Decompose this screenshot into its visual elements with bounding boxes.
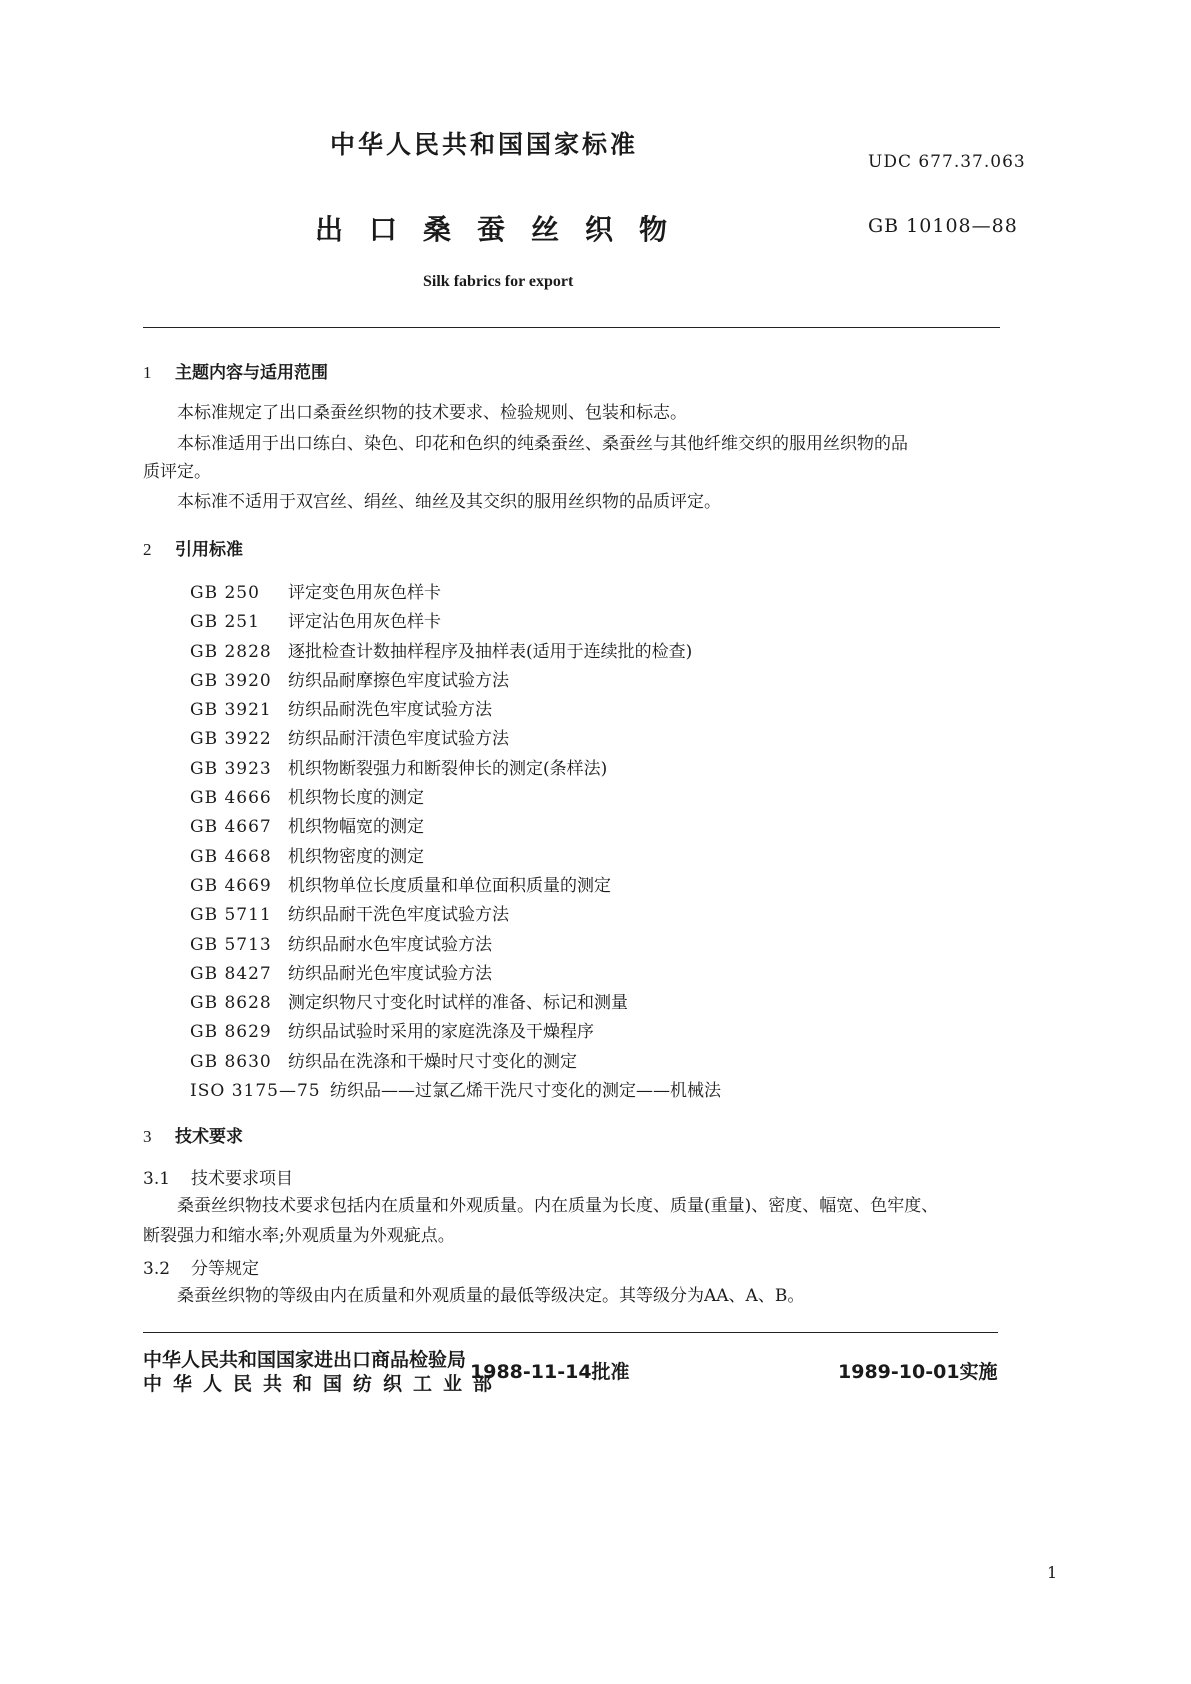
reference-item <box>190 900 509 925</box>
reference-title: 机织物长度的测定 <box>288 788 424 808</box>
reference-item <box>190 1017 594 1042</box>
reference-title: 机织物密度的测定 <box>288 847 424 867</box>
reference-title: 纺织品耐摩擦色牢度试验方法 <box>288 671 509 691</box>
reference-code: GB 2828 <box>190 642 272 662</box>
reference-code: GB 4668 <box>190 847 272 867</box>
reference-code: GB 4666 <box>190 788 272 808</box>
reference-code: GB 8629 <box>190 1022 272 1042</box>
reference-item <box>190 578 441 603</box>
reference-item <box>190 871 611 896</box>
reference-code: GB 4669 <box>190 876 272 896</box>
section-title: 主题内容与适用范围 <box>175 363 328 383</box>
reference-title: 纺织品在洗涤和干燥时尺寸变化的测定 <box>288 1052 577 1072</box>
subsection-title: 分等规定 <box>191 1259 259 1279</box>
reference-item <box>190 666 509 691</box>
reference-item <box>190 607 441 632</box>
reference-item <box>190 812 424 837</box>
section-1-paragraph-1: 本标准规定了出口桑蚕丝织物的技术要求、检验规则、包装和标志。 <box>177 403 687 423</box>
reference-item <box>190 637 692 662</box>
reference-title: 机织物幅宽的测定 <box>288 817 424 837</box>
approval-date: 1988-11-14批准 <box>470 1361 630 1383</box>
subsection-3-1-heading <box>143 1164 293 1189</box>
section-number: 3 <box>143 1127 152 1146</box>
subsection-3-2-heading <box>143 1254 259 1279</box>
reference-item <box>190 930 492 955</box>
reference-code: GB 5711 <box>190 905 272 925</box>
reference-code: GB 3922 <box>190 729 272 749</box>
reference-code: GB 250 <box>190 583 260 603</box>
reference-code: GB 5713 <box>190 935 272 955</box>
subsection-number: 3.2 <box>143 1259 171 1279</box>
reference-code: GB 8427 <box>190 964 272 984</box>
reference-title: 逐批检查计数抽样程序及抽样表(适用于连续批的检查) <box>288 642 693 662</box>
reference-code: GB 3920 <box>190 671 272 691</box>
page-number: 1 <box>1047 1563 1058 1582</box>
reference-code: ISO 3175—75 <box>190 1081 321 1101</box>
reference-code: GB 3921 <box>190 700 272 720</box>
reference-title: 机织物单位长度质量和单位面积质量的测定 <box>288 876 611 896</box>
reference-item <box>190 842 424 867</box>
section-title: 技术要求 <box>175 1127 243 1147</box>
effective-date: 1989-10-01实施 <box>838 1361 998 1383</box>
section-1-heading <box>143 358 328 383</box>
reference-title: 纺织品耐洗色牢度试验方法 <box>288 700 492 720</box>
section-title: 引用标准 <box>175 540 243 560</box>
header-rule <box>143 327 1000 328</box>
reference-title: 纺织品耐干洗色牢度试验方法 <box>288 905 509 925</box>
national-standard-heading: 中华人民共和国国家标准 <box>330 130 639 159</box>
reference-title: 纺织品耐光色牢度试验方法 <box>288 964 492 984</box>
gb-number: GB 10108—88 <box>868 215 1018 237</box>
section-1-paragraph-2: 本标准适用于出口练白、染色、印花和色织的纯桑蚕丝、桑蚕丝与其他纤维交织的服用丝织物的品 <box>177 434 908 454</box>
subsection-3-1-paragraph: 桑蚕丝织物技术要求包括内在质量和外观质量。内在质量为长度、质量(重量)、密度、幅宽、色牢度、 <box>177 1196 939 1216</box>
reference-code: GB 3923 <box>190 759 272 779</box>
subsection-number: 3.1 <box>143 1169 171 1189</box>
section-3-heading <box>143 1122 243 1147</box>
reference-title: 评定沾色用灰色样卡 <box>288 612 441 632</box>
section-1-paragraph-2-cont: 质评定。 <box>143 462 211 482</box>
section-1-paragraph-3: 本标准不适用于双宫丝、绢丝、䌷丝及其交织的服用丝织物的品质评定。 <box>177 492 721 512</box>
reference-code: GB 8628 <box>190 993 272 1013</box>
udc-code: UDC 677.37.063 <box>868 152 1026 172</box>
subsection-title: 技术要求项目 <box>191 1169 293 1189</box>
reference-item-iso <box>190 1076 721 1101</box>
reference-code: GB 4667 <box>190 817 272 837</box>
issuing-org-2: 中华人民共和国纺织工业部 <box>143 1373 504 1395</box>
reference-title: 纺织品试验时采用的家庭洗涤及干燥程序 <box>288 1022 594 1042</box>
issuing-org-1: 中华人民共和国国家进出口商品检验局 <box>143 1349 467 1371</box>
english-title: Silk fabrics for export <box>423 273 574 290</box>
footer-rule <box>143 1332 998 1333</box>
section-2-heading <box>143 535 243 560</box>
section-number: 2 <box>143 540 152 559</box>
reference-item <box>190 988 628 1013</box>
reference-code: GB 251 <box>190 612 260 632</box>
reference-title: 测定织物尺寸变化时试样的准备、标记和测量 <box>288 993 628 1013</box>
subsection-3-1-paragraph-cont: 断裂强力和缩水率;外观质量为外观疵点。 <box>143 1226 455 1246</box>
subsection-3-2-paragraph: 桑蚕丝织物的等级由内在质量和外观质量的最低等级决定。其等级分为AA、A、B。 <box>177 1286 805 1306</box>
reference-item <box>190 724 509 749</box>
section-number: 1 <box>143 363 152 382</box>
reference-item <box>190 1047 577 1072</box>
reference-title: 机织物断裂强力和断裂伸长的测定(条样法) <box>288 759 608 779</box>
reference-item <box>190 783 424 808</box>
reference-item <box>190 695 492 720</box>
document-title: 出口桑蚕丝织物 <box>315 213 694 246</box>
reference-code: GB 8630 <box>190 1052 272 1072</box>
reference-item <box>190 754 607 779</box>
reference-title: 纺织品耐水色牢度试验方法 <box>288 935 492 955</box>
reference-item <box>190 959 492 984</box>
reference-title: 评定变色用灰色样卡 <box>288 583 441 603</box>
reference-title: 纺织品耐汗渍色牢度试验方法 <box>288 729 509 749</box>
reference-title: 纺织品——过氯乙烯干洗尺寸变化的测定——机械法 <box>330 1081 721 1101</box>
